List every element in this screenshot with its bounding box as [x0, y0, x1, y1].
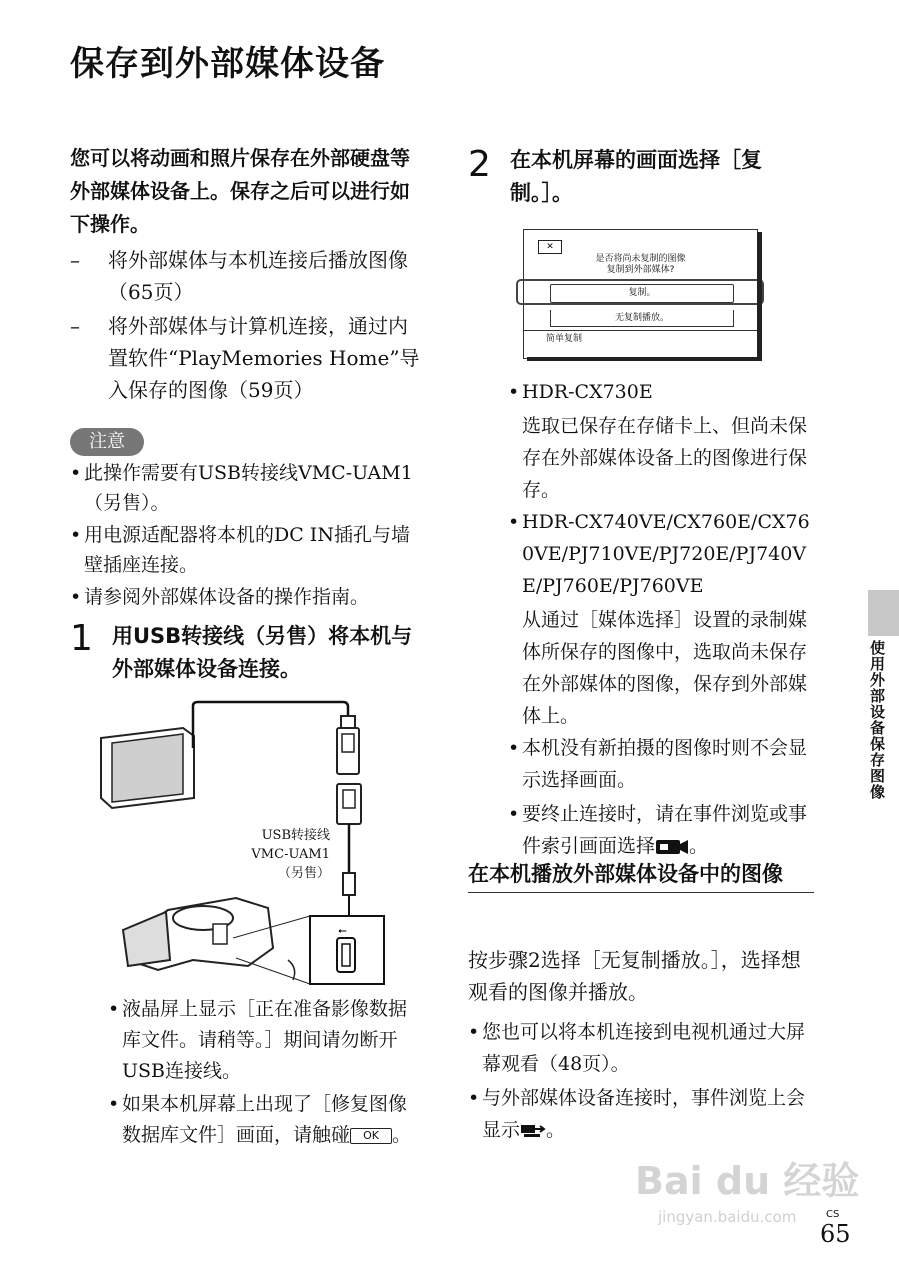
- note-badge: 注意: [70, 428, 144, 456]
- page-title: 保存到外部媒体设备: [70, 44, 385, 84]
- list-item: [70, 244, 420, 308]
- dialog-message: [524, 254, 757, 276]
- diagram-label: [230, 826, 330, 883]
- dash-list: [70, 244, 420, 408]
- baidu-watermark-url: jingyan.baidu.com: [658, 1208, 797, 1226]
- dialog-shadow: [757, 232, 762, 358]
- step-2-number: 2: [468, 144, 491, 185]
- dash-marker: –: [70, 314, 80, 338]
- section-heading: 在本机播放外部媒体设备中的图像: [468, 858, 814, 893]
- external-media-icon: [520, 1123, 546, 1139]
- list-item: [70, 458, 415, 518]
- bullet-text: 要终止连接时，请在事件浏览或事件索引画面选择 。: [522, 803, 808, 857]
- bullet-text: 如果本机屏幕上出现了［修复图像数据库文件］画面，请触碰 OK 。: [122, 1093, 412, 1146]
- bullet-detail: 选取已保存在存储卡上、但尚未保存在外部媒体设备上的图像进行保存。: [522, 415, 808, 501]
- step-1-text: 用USB转接线（另售）将本机与外部媒体设备连接。: [112, 624, 413, 681]
- intro-paragraph: 您可以将动画和照片保存在外部硬盘等外部媒体设备上。保存之后可以进行如下操作。: [70, 146, 410, 236]
- diagram-label-line: VMC-UAM1: [251, 847, 330, 862]
- diagram-label-line: （另售）: [277, 866, 330, 881]
- bullet-icon: •: [508, 737, 520, 759]
- bullet-icon: •: [508, 803, 520, 825]
- copy-button-highlight: [516, 279, 764, 305]
- bullet-icon: •: [468, 1087, 480, 1109]
- bullet-text: HDR-CX740VE/CX760E/CX760VE/PJ710VE/PJ720E/PJ740VE/PJ760E/PJ760VE: [522, 511, 810, 597]
- list-item: [508, 506, 820, 602]
- no-copy-play-button[interactable]: 无复制播放。: [550, 310, 734, 327]
- dialog-message-line: 是否将尚未复制的图像: [595, 254, 686, 264]
- ok-button-icon: OK: [350, 1128, 392, 1144]
- list-item-text: 将外部媒体与计算机连接，通过内置软件“PlayMemories Home”导入保存的图像（59页）: [108, 314, 420, 402]
- diagram-label-line: USB转接线: [261, 828, 330, 843]
- list-item: [508, 732, 820, 796]
- list-item: [468, 1082, 814, 1146]
- camcorder-return-icon: [655, 838, 689, 856]
- list-item: [508, 376, 820, 408]
- camcorder-icon: [123, 898, 295, 980]
- list-item: [70, 582, 415, 612]
- baidu-watermark: Bai du 经验: [635, 1159, 860, 1203]
- list-item: [70, 310, 420, 406]
- list-item: [108, 1089, 420, 1151]
- section-side-label: 使用外部设备保存图像: [868, 640, 886, 800]
- bullet-icon: •: [70, 586, 82, 608]
- language-code: CS: [826, 1209, 840, 1220]
- bullet-text: 您也可以将本机连接到电视机通过大屏幕观看（48页）。: [482, 1021, 806, 1075]
- note-text: 请参阅外部媒体设备的操作指南。: [84, 586, 370, 608]
- dash-marker: –: [70, 248, 80, 272]
- bullet-text: HDR-CX730E: [522, 381, 653, 403]
- bullet-text: 本机没有新拍摄的图像时则不会显示选择画面。: [522, 737, 808, 791]
- step-2-text: 在本机屏幕的画面选择［复制。］。: [510, 148, 762, 205]
- note-text: 用电源适配器将本机的DC IN插孔与墙壁插座连接。: [84, 524, 410, 576]
- list-item: [70, 520, 415, 580]
- dialog-message-line: 复制到外部媒体?: [606, 265, 675, 275]
- svg-text:⭠: ⭠: [338, 924, 347, 937]
- bullet-icon: •: [508, 511, 520, 533]
- note-text: 此操作需要有USB转接线VMC-UAM1（另售）。: [84, 462, 413, 514]
- playback-body: 按步骤2选择［无复制播放。］，选择想观看的图像并播放。: [468, 948, 801, 1004]
- list-item: [508, 798, 820, 862]
- bullet-icon: •: [108, 1093, 120, 1115]
- bullet-icon: •: [108, 998, 120, 1020]
- usb-plug-icon: [337, 716, 359, 774]
- external-drive-icon: [101, 728, 194, 808]
- list-item: [108, 994, 420, 1087]
- bullet-icon: •: [70, 462, 82, 484]
- list-item: [468, 1016, 814, 1080]
- bullet-icon: •: [508, 381, 520, 403]
- bullet-text: 液晶屏上显示［正在准备影像数据库文件。请稍等。］期间请勿断开USB连接线。: [122, 998, 408, 1082]
- page-number: 65: [820, 1220, 851, 1248]
- list-item-text: 将外部媒体与本机连接后播放图像（65页）: [108, 248, 408, 304]
- notes-list: [70, 458, 415, 614]
- step-2-bullets: [508, 376, 820, 864]
- close-icon[interactable]: ✕: [538, 240, 562, 254]
- bullet-text: 与外部媒体设备连接时，事件浏览上会显示 。: [482, 1087, 806, 1141]
- step-1-number: 1: [70, 618, 93, 659]
- bullet-icon: •: [70, 524, 82, 546]
- dialog-footer: 简单复制: [546, 334, 583, 344]
- copy-button[interactable]: 复制。: [550, 284, 734, 303]
- dialog-shadow: [527, 357, 762, 361]
- bullet-detail: 从通过［媒体选择］设置的录制媒体所保存的图像中，选取尚未保存在外部媒体的图像，保存到外部媒体上。: [522, 609, 808, 727]
- playback-bullets: [468, 1016, 814, 1148]
- bullet-icon: •: [468, 1021, 480, 1043]
- usb-adapter-cable-icon: [337, 784, 361, 918]
- side-tab: [868, 590, 899, 636]
- step-1-bullets: [108, 994, 420, 1153]
